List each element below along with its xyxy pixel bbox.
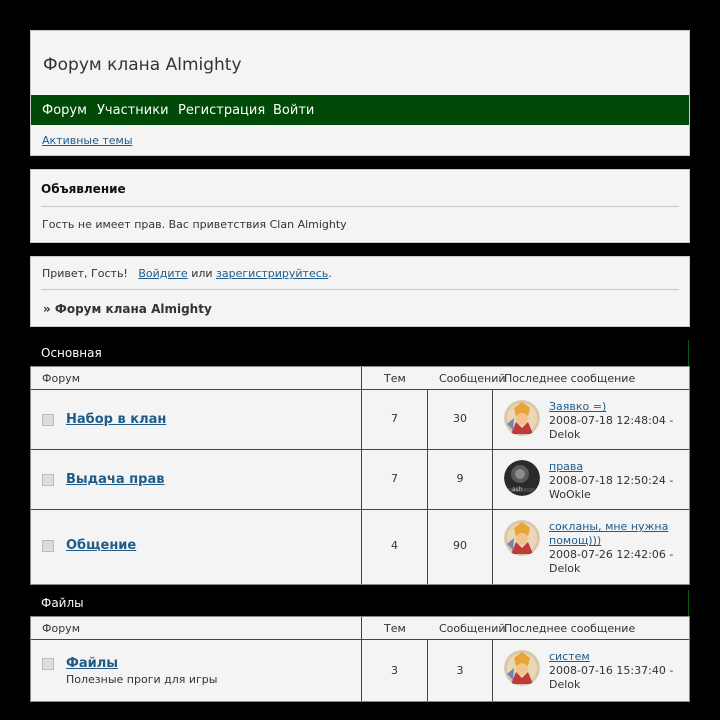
last-post-user: Delok (549, 678, 581, 691)
last-post-user: Delok (549, 428, 581, 441)
topic-count: 7 (391, 412, 398, 425)
forum-row (31, 390, 689, 450)
user-avatar-icon[interactable] (504, 650, 540, 686)
col-forum: Форум (42, 622, 80, 635)
forum-link[interactable]: Выдача прав (66, 472, 165, 487)
nav-login[interactable]: Войти (273, 103, 315, 118)
post-count: 9 (456, 472, 464, 485)
forum-table-files (30, 616, 690, 702)
site-header (30, 30, 690, 156)
user-avatar-icon[interactable] (504, 460, 540, 496)
forum-link[interactable]: Файлы (66, 656, 119, 671)
register-link[interactable]: зарегистрируйтесь (216, 267, 329, 280)
last-post-user: Delok (549, 562, 581, 575)
login-link[interactable]: Войдите (138, 267, 188, 280)
or-text: или (191, 267, 213, 280)
post-count: 30 (453, 412, 467, 425)
col-topics: Тем (384, 372, 406, 385)
col-last-post: Последнее сообщение (504, 372, 636, 385)
col-forum: Форум (42, 372, 80, 385)
forum-row (31, 640, 689, 701)
active-topics-link[interactable]: Активные темы (42, 134, 133, 147)
nav-members[interactable]: Участники (97, 103, 169, 118)
last-post-link[interactable]: права (549, 460, 584, 473)
post-count: 3 (456, 664, 464, 677)
svg-text:ash: ash (512, 486, 523, 493)
category-header-files (30, 590, 689, 616)
greeting-text: Привет, Гость! (42, 267, 128, 280)
last-post-date: 2008-07-18 12:48:04 - (549, 414, 674, 427)
divider (41, 206, 679, 207)
forum-status-icon (42, 658, 54, 670)
forum-status-icon (42, 540, 54, 552)
announcement-title: Объявление (41, 182, 126, 196)
table-header (31, 367, 689, 390)
topic-count: 3 (391, 664, 398, 677)
post-count: 90 (453, 539, 467, 552)
main-navbar (31, 95, 689, 125)
category-title: Основная (41, 346, 102, 360)
topic-count: 7 (391, 472, 398, 485)
period-text: . (328, 267, 332, 280)
last-post-date: 2008-07-16 15:37:40 - (549, 664, 674, 677)
forum-row (31, 450, 689, 510)
col-posts: Сообщений (439, 622, 506, 635)
forum-status-icon (42, 474, 54, 486)
welcome-line (42, 267, 332, 280)
last-post-date: 2008-07-26 12:42:06 - (549, 548, 674, 561)
user-avatar-icon[interactable] (504, 400, 540, 436)
last-post-user: WoOkle (549, 488, 591, 501)
last-post-link[interactable]: Заявко =) (549, 400, 607, 413)
last-post-date: 2008-07-18 12:50:24 - (549, 474, 674, 487)
category-title: Файлы (41, 596, 84, 610)
forum-description: Полезные проги для игры (66, 673, 218, 686)
announcement-box (30, 169, 690, 243)
table-header (31, 617, 689, 640)
col-last-post: Последнее сообщение (504, 622, 636, 635)
last-post-link[interactable]: сокланы, мне нужна помощ))) (549, 520, 669, 547)
breadcrumb: » Форум клана Almighty (43, 302, 212, 316)
announcement-text: Гость не имеет прав. Вас приветствия Clan Almighty (42, 218, 347, 231)
forum-link[interactable]: Набор в клан (66, 412, 167, 427)
site-title: Форум клана Almighty (43, 55, 242, 75)
col-posts: Сообщений (439, 372, 506, 385)
col-topics: Тем (384, 622, 406, 635)
forum-status-icon (42, 414, 54, 426)
welcome-box (30, 256, 690, 327)
forum-link[interactable]: Общение (66, 538, 137, 553)
user-avatar-icon[interactable] (504, 520, 540, 556)
category-header-main (30, 340, 689, 366)
nav-forum[interactable]: Форум (42, 103, 87, 118)
nav-register[interactable]: Регистрация (178, 103, 266, 118)
last-post-link[interactable]: систем (549, 650, 590, 663)
forum-table-main (30, 366, 690, 585)
topic-count: 4 (391, 539, 398, 552)
divider (41, 289, 679, 290)
forum-row (31, 510, 689, 584)
